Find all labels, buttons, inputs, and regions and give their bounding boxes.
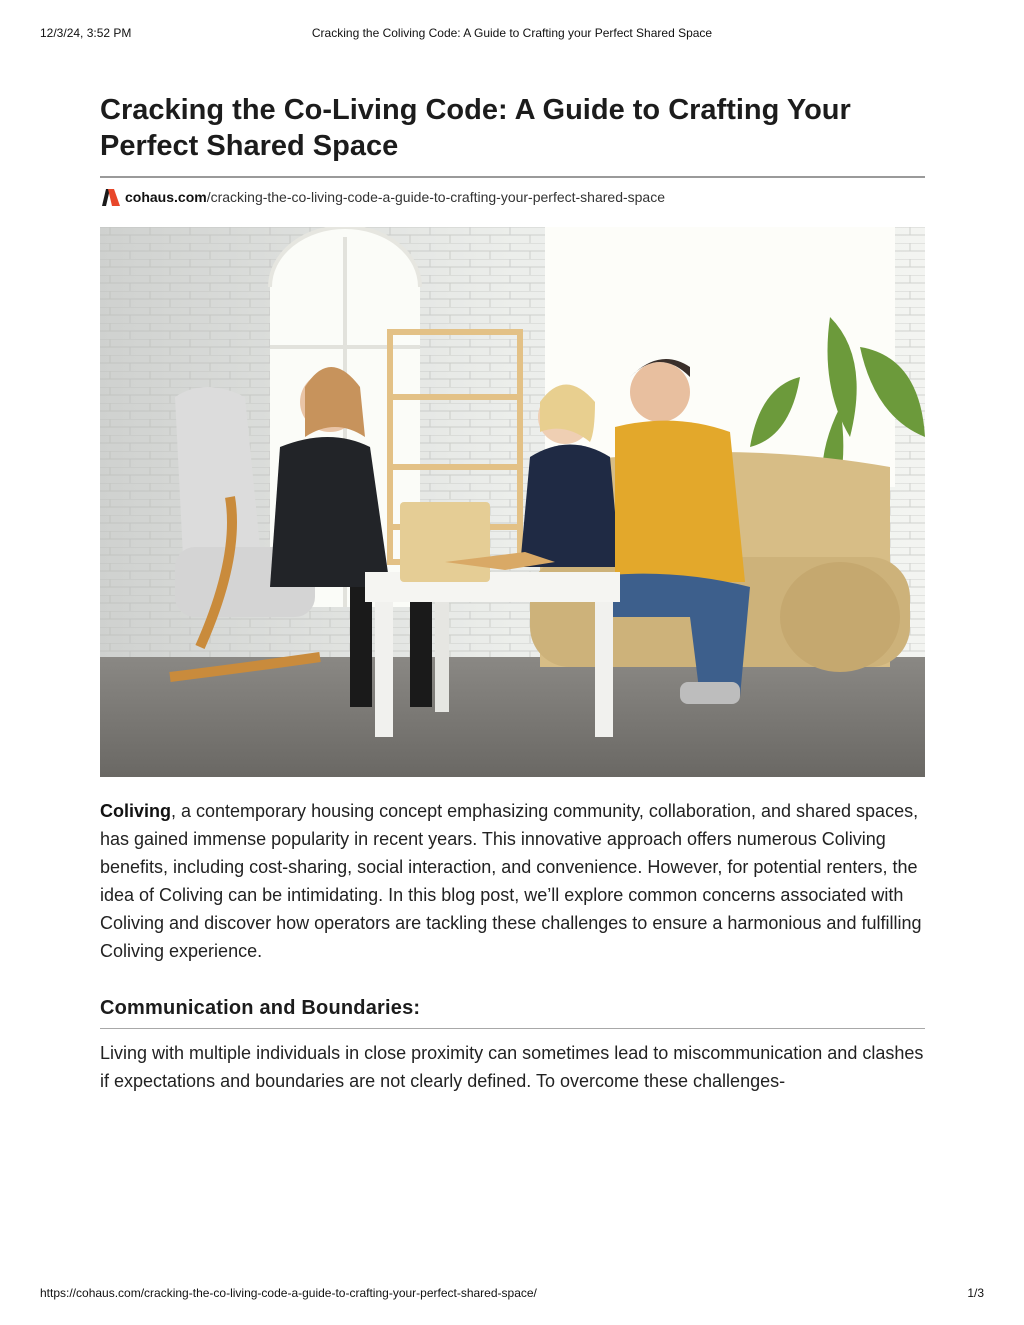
intro-paragraph xyxy=(100,797,925,965)
article xyxy=(100,92,925,1095)
print-footer xyxy=(40,1286,984,1302)
intro-lead-term: Coliving xyxy=(100,801,171,821)
section-paragraph: Living with multiple individuals in close proximity can sometimes lead to miscommunication and clashes if expectations and boundaries are not clearly defined. To overcome these challenges- xyxy=(100,1043,924,1091)
print-header xyxy=(40,26,984,42)
print-datetime: 12/3/24, 3:52 PM xyxy=(40,26,132,40)
print-document-title: Cracking the Coliving Code: A Guide to Crafting your Perfect Shared Space xyxy=(311,26,713,40)
article-title: Cracking the Co-Living Code: A Guide to Crafting Your Perfect Shared Space xyxy=(100,92,925,178)
source-domain: cohaus.com xyxy=(125,189,207,205)
source-path: /cracking-the-co-living-code-a-guide-to-crafting-your-perfect-shared-space xyxy=(206,189,666,205)
page-number: 1/3 xyxy=(967,1286,984,1300)
source-line xyxy=(100,187,925,207)
intro-text: , a contemporary housing concept emphasizing community, collaboration, and shared spaces, has gained immense popularity in recent years. This innovative approach offers numerous Coliving benefits, including cost-sharing, social interaction, and convenience. However, for potential renters, the idea of Coliving can be intimidating. In this blog post, we’ll explore common concerns associated with Coliving and discover how operators are tackling these challenges to ensure a harmonious and fulfilling Coliving experience. xyxy=(100,801,922,961)
section-heading: Communication and Boundaries: xyxy=(100,995,925,1029)
print-url: https://cohaus.com/cracking-the-co-living-code-a-guide-to-crafting-your-perfect-shared-space/ xyxy=(40,1286,537,1300)
cohaus-logo-icon xyxy=(100,187,120,207)
source-link[interactable] xyxy=(125,189,665,205)
hero-image xyxy=(100,227,925,777)
